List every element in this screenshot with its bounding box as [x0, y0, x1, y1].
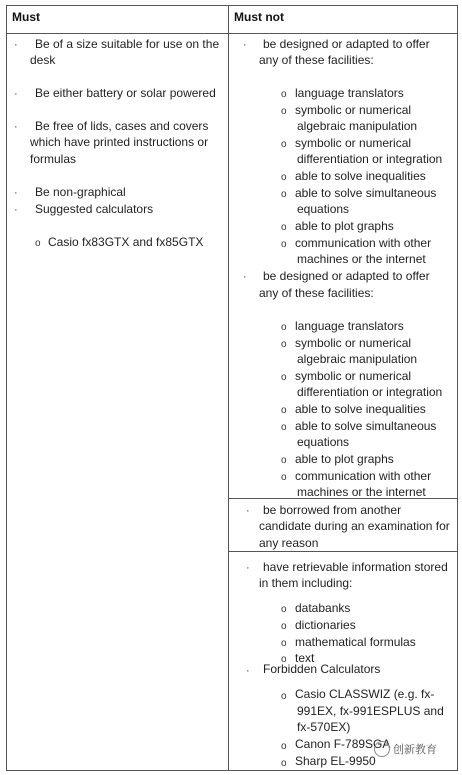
sub-bullet: o [281, 106, 287, 117]
must-not-sub-item: able to plot graphs [295, 219, 394, 233]
column-divider [228, 5, 229, 771]
must-not-sub-item: able to solve simultaneous [295, 186, 437, 200]
must-item-text: desk [30, 53, 56, 67]
must-item-text: formulas [30, 152, 77, 166]
sub-bullet: o [35, 238, 41, 249]
sub-bullet: o [281, 172, 287, 183]
must-not-sub-item: symbolic or numerical [295, 136, 412, 150]
must-not-sub-item: able to solve inequalities [295, 402, 426, 416]
must-item-text: Suggested calculators [35, 202, 154, 216]
must-not-sub-item: symbolic or numerical [295, 103, 412, 117]
must-not-item-text: in them including: [259, 576, 353, 590]
must-item-text: Be free of lids, cases and covers [35, 119, 209, 133]
must-not-sub-item: text [295, 651, 315, 665]
bullet: · [14, 121, 18, 133]
must-not-item-text: Forbidden Calculators [263, 662, 381, 676]
must-not-sub-item: equations [297, 435, 350, 449]
must-not-sub-item: able to solve simultaneous [295, 419, 437, 433]
must-not-sub-item: machines or the internet [297, 485, 426, 499]
must-item-text: Be either battery or solar powered [35, 86, 216, 100]
must-sub-item-text: Casio fx83GTX and fx85GTX [48, 235, 204, 249]
must-not-sub-item: differentiation or integration [297, 385, 443, 399]
sub-bullet: o [281, 455, 287, 466]
must-not-sub-item: 991EX, fx-991ESPLUS and [297, 704, 444, 718]
must-not-sub-item: able to solve inequalities [295, 169, 426, 183]
must-not-item-text: any reason [259, 536, 319, 550]
must-not-item-text: be designed or adapted to offer [263, 269, 430, 283]
watermark-text: 创新教育 [393, 744, 437, 756]
must-item-text: which have printed instructions or [30, 135, 209, 149]
header-bottom-border [6, 33, 458, 34]
must-not-sub-item: symbolic or numerical [295, 336, 412, 350]
sub-bullet: o [281, 239, 287, 250]
bullet: · [14, 39, 18, 51]
must-item-text: Be non-graphical [35, 185, 126, 199]
sub-bullet: o [281, 691, 287, 702]
table-left-border [6, 5, 7, 771]
sub-bullet: o [281, 638, 287, 649]
header-must-not: Must not [234, 10, 284, 24]
sub-bullet: o [281, 189, 287, 200]
must-item-text: Be of a size suitable for use on the [35, 37, 220, 51]
must-not-sub-item: Casio CLASSWIZ (e.g. fx- [295, 687, 435, 701]
must-not-sub-item: differentiation or integration [297, 152, 443, 166]
bullet: · [14, 204, 18, 216]
table-top-border [6, 5, 458, 6]
must-not-sub-item: Canon F-789SGA [295, 737, 391, 751]
bullet: · [246, 505, 250, 517]
must-not-sub-item: communication with other [295, 236, 432, 250]
must-not-sub-item: language translators [295, 86, 404, 100]
sub-bullet: o [281, 222, 287, 233]
sub-bullet: o [281, 322, 287, 333]
table-bottom-border [6, 770, 458, 771]
sub-bullet: o [281, 405, 287, 416]
must-not-item-text: be designed or adapted to offer [263, 37, 430, 51]
must-not-sub-item: mathematical formulas [295, 635, 416, 649]
must-not-sub-item: language translators [295, 319, 404, 333]
sub-bullet: o [281, 741, 287, 752]
sub-bullet: o [281, 372, 287, 383]
table-right-border [457, 5, 458, 771]
sub-bullet: o [281, 654, 287, 665]
bullet: · [243, 271, 247, 283]
must-not-item-text: candidate during an examination for [259, 519, 450, 533]
must-not-sub-item: fx-570EX) [297, 720, 351, 734]
must-not-sub-item: machines or the internet [297, 252, 426, 266]
must-not-sub-item: equations [297, 202, 350, 216]
must-not-item-text: have retrievable information stored [263, 560, 448, 574]
sub-bullet: o [281, 422, 287, 433]
bullet: · [243, 39, 247, 51]
must-not-sub-item: databanks [295, 601, 351, 615]
must-not-sub-item: symbolic or numerical [295, 369, 412, 383]
watermark-logo-icon [374, 741, 390, 757]
must-not-sub-item: dictionaries [295, 618, 356, 632]
sub-bullet: o [281, 89, 287, 100]
must-not-sub-item: algebraic manipulation [297, 119, 418, 133]
sub-bullet: o [281, 339, 287, 350]
sub-bullet: o [281, 621, 287, 632]
sub-bullet: o [281, 758, 287, 769]
must-not-item-text: any of these facilities: [259, 53, 374, 67]
must-not-item-text: be borrowed from another [263, 503, 402, 517]
sub-bullet: o [281, 139, 287, 150]
bullet: · [246, 562, 250, 574]
header-must: Must [12, 10, 40, 24]
bullet: · [14, 187, 18, 199]
must-not-sub-item: Sharp EL-9950 [295, 754, 376, 768]
must-not-sub-item: algebraic manipulation [297, 352, 418, 366]
bullet: · [14, 88, 18, 100]
must-not-sub-item: able to plot graphs [295, 452, 394, 466]
sub-bullet: o [281, 472, 287, 483]
bullet: · [246, 665, 250, 677]
sub-bullet: o [281, 604, 287, 615]
must-not-sub-item: communication with other [295, 469, 432, 483]
must-not-item-text: any of these facilities: [259, 286, 374, 300]
